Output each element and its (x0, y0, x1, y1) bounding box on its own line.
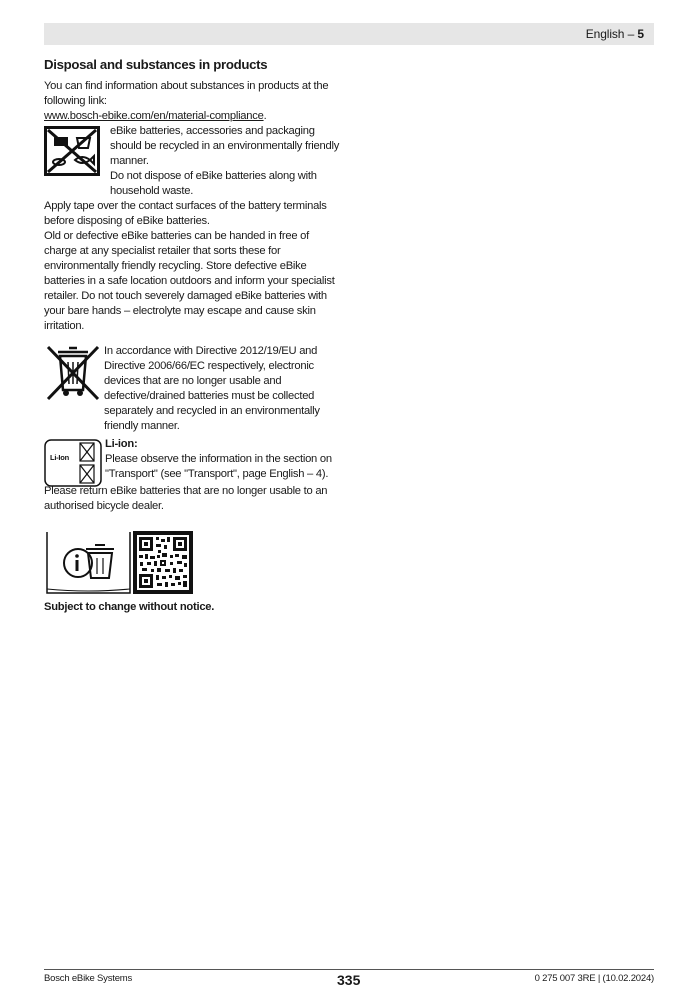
recycle-text: eBike batteries, accessories and packaging should be recycled in an environmentally friendly manner. (110, 125, 340, 167)
li-ion-text: Please observe the information in the section on "Transport" (see "Transport", page English – 4). (105, 453, 332, 480)
intro-text: You can find information about substances in products at the following link: (44, 80, 329, 107)
defective-text: Old or defective eBike batteries can be handed in free of charge at any specialist retailer that sorts these for environmentally friendly recycling. Store defective eBike batteries in a safe location outdoors and inform your specialist retailer. Do not touch severely damaged eBike batteries with your bare hands – electrolyte may escape and cause skin irritation. (44, 230, 335, 332)
liion-block (44, 437, 340, 482)
content-column (44, 57, 340, 615)
recycling-block (44, 124, 340, 199)
material-compliance-link[interactable]: www.bosch-ebike.com/en/material-compliance (44, 110, 264, 122)
li-ion-label: Li-Ion (50, 453, 69, 462)
recycling-info-block (44, 531, 194, 594)
material-compliance-line (44, 109, 340, 124)
link-suffix: . (263, 110, 267, 122)
no-household-waste-icon (44, 126, 100, 176)
crossed-bin-icon (44, 344, 102, 402)
return-text: Please return eBike batteries that are no longer usable to an authorised bicycle dealer. (44, 485, 328, 512)
header-section: English – (585, 27, 635, 41)
li-ion-battery-icon (44, 439, 102, 487)
household-text: Do not dispose of eBike batteries along with household waste. (110, 170, 317, 197)
page-header-bar (44, 23, 654, 45)
tape-text: Apply tape over the contact surfaces of the battery terminals before disposing of eBike batteries. (44, 200, 327, 227)
footer-divider (44, 969, 654, 970)
weee-block (44, 344, 340, 434)
page-header (586, 27, 644, 41)
recycling-info-graphic (44, 531, 194, 594)
footer-page-number: 335 (337, 972, 361, 988)
section-title: Disposal and substances in products (44, 57, 268, 72)
change-notice: Subject to change without notice. (44, 601, 215, 613)
li-ion-heading: Li-ion: (105, 438, 138, 450)
footer-doc-number: 0 275 007 3RE | (10.02.2024) (534, 973, 654, 984)
info-bin-icon (64, 545, 114, 578)
header-page: 5 (637, 27, 644, 41)
directive-text: In accordance with Directive 2012/19/EU and Directive 2006/66/EC respectively, electronic devices that are no longer usable and defective/drained batteries must be collected separately and recycled in an environmentally friendly manner. (104, 345, 320, 432)
footer-brand: Bosch eBike Systems (44, 973, 133, 984)
